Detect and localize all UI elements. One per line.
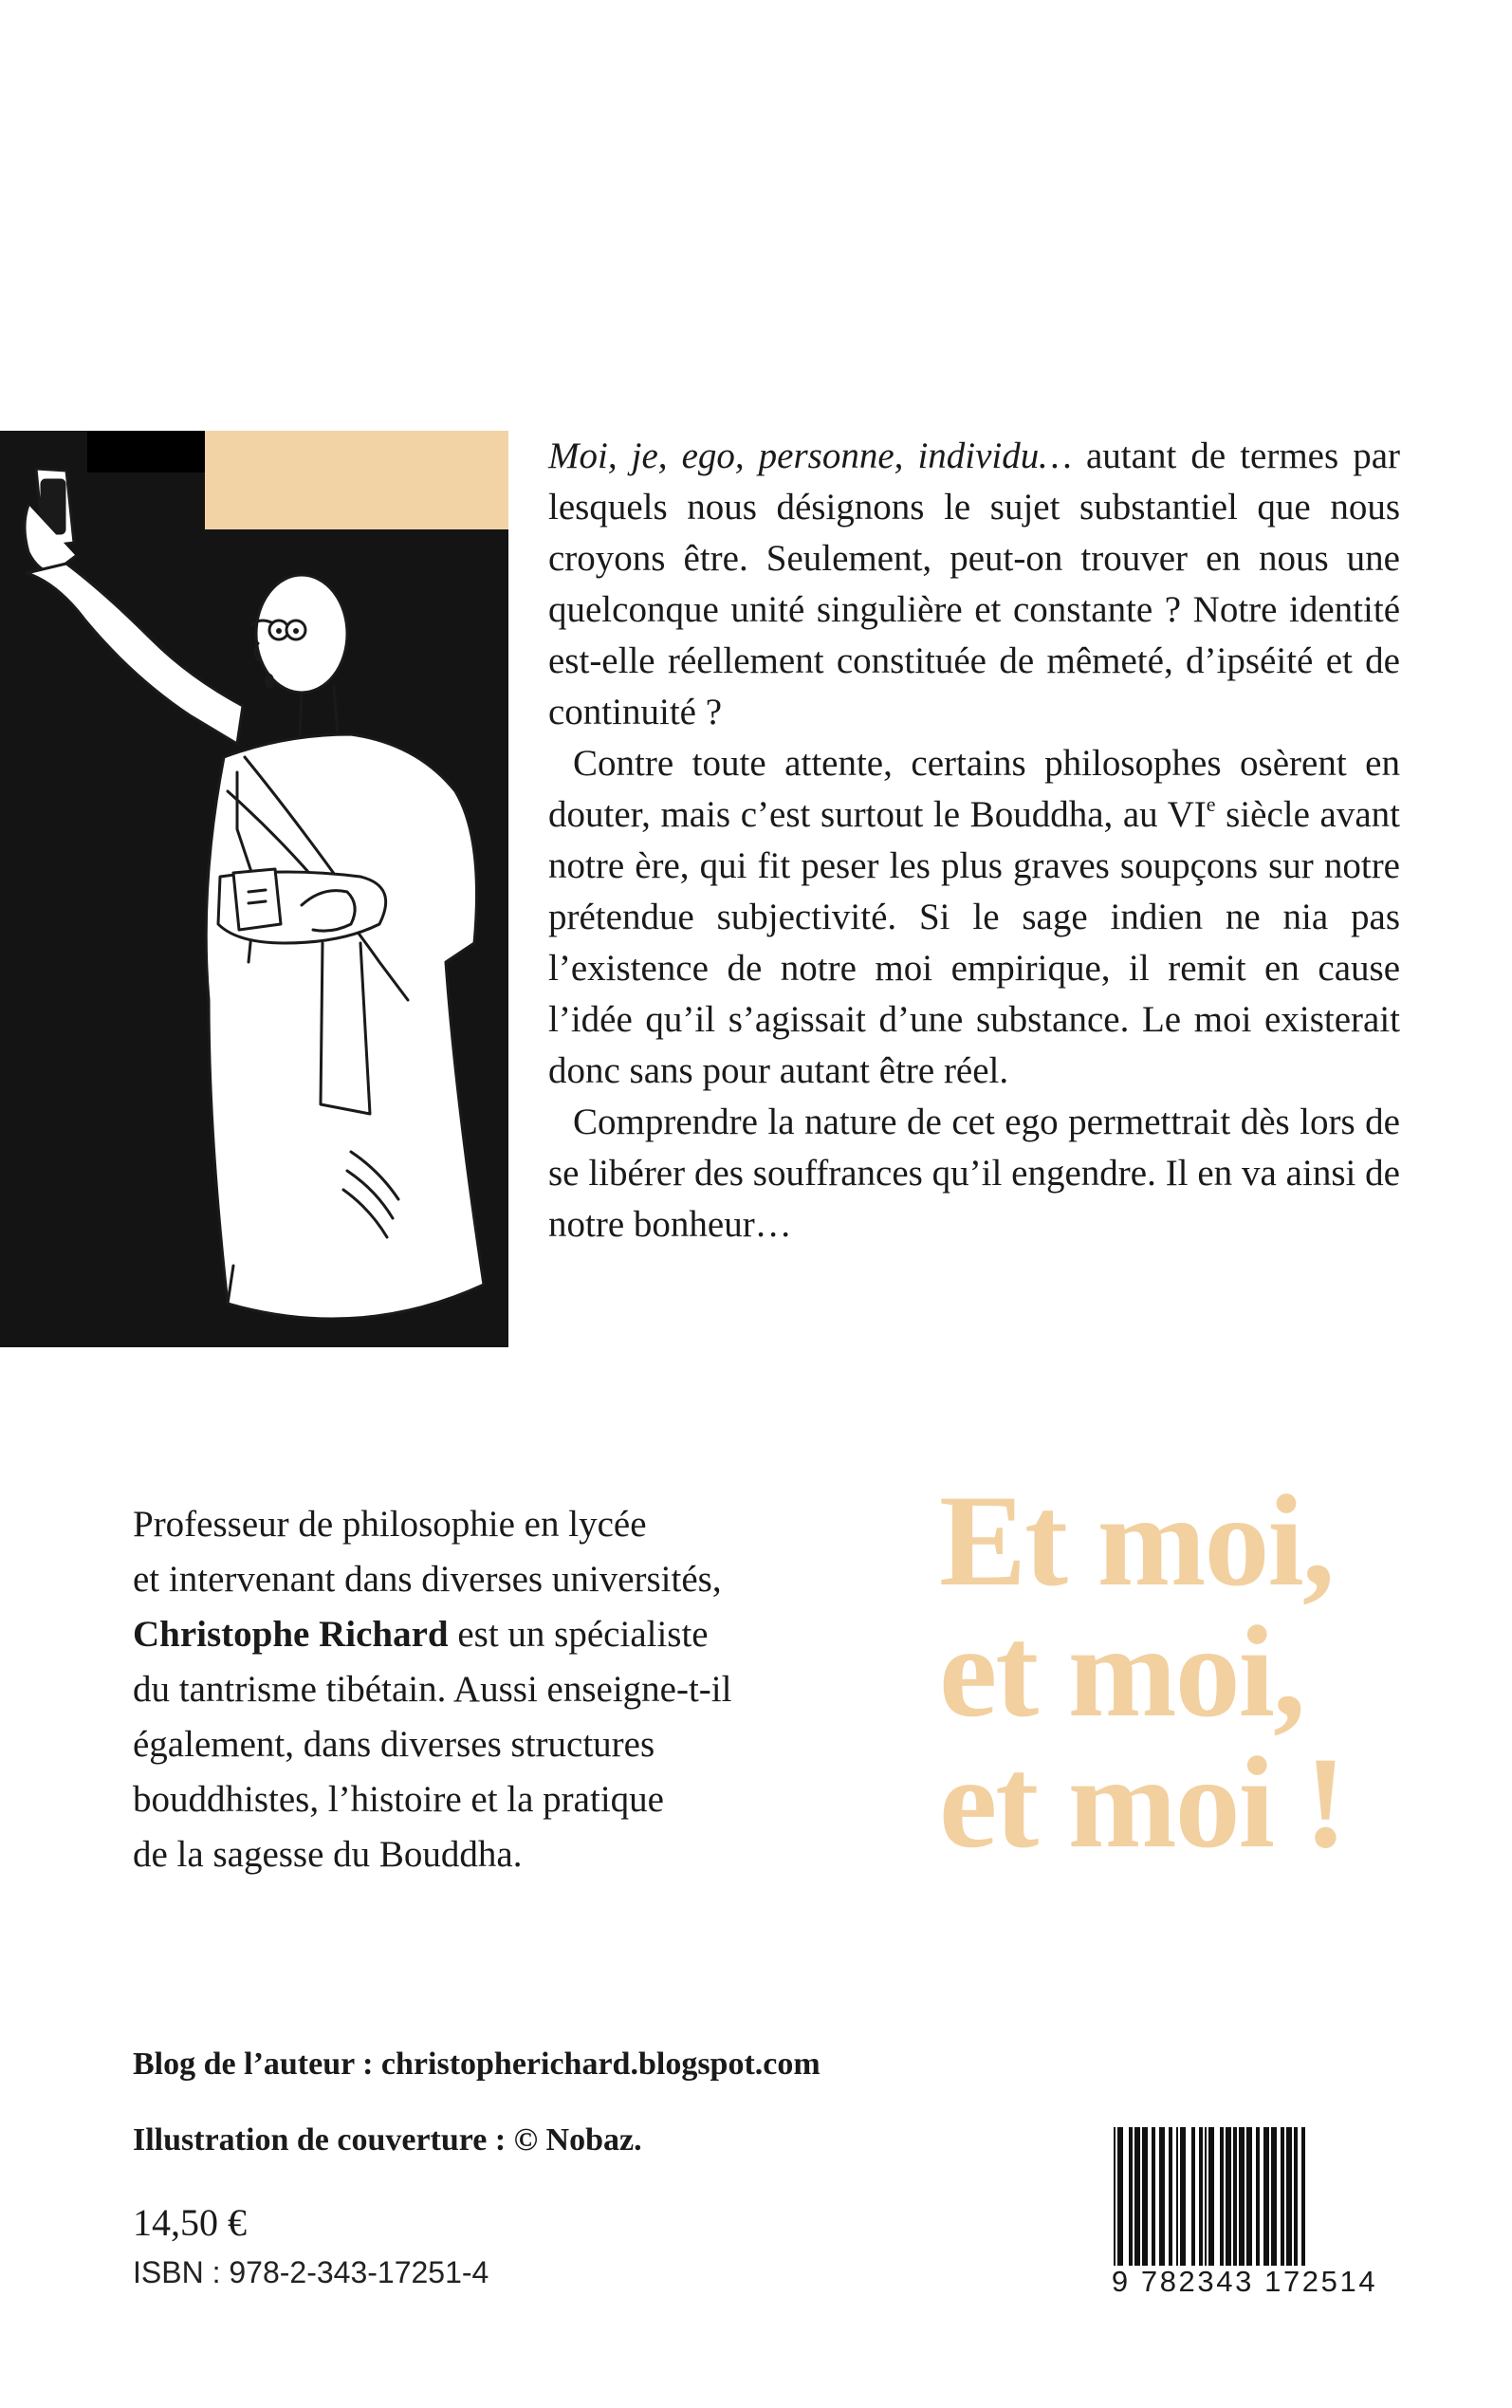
barcode-bar bbox=[1256, 2127, 1260, 2269]
blurb-p2-text-b: siècle avant notre ère, qui fit peser les plus graves soupçons sur notre prétendue subjectivité. Si le sage indien ne nia pas l’existence de notre moi empirique, il remit en cause l’idée qu’il s’agissait d’une substance. Le moi existerait donc sans pour autant être réel. bbox=[548, 794, 1400, 1091]
barcode-bar bbox=[1134, 2127, 1140, 2269]
author-name: Christophe Richard bbox=[133, 1614, 449, 1655]
barcode-bar bbox=[1199, 2127, 1203, 2269]
author-blog: Blog de l’auteur : christopherichard.blogspot.com bbox=[133, 2047, 821, 2082]
blurb-paragraph-1 bbox=[548, 431, 1400, 738]
price: 14,50 € bbox=[133, 2201, 247, 2244]
barcode-bar bbox=[1239, 2127, 1245, 2269]
blurb-italic-lead: Moi, je, ego, personne, individu… bbox=[548, 435, 1072, 476]
barcode-bar bbox=[1281, 2127, 1284, 2269]
barcode-bar bbox=[1205, 2127, 1207, 2269]
barcode-bar bbox=[1233, 2127, 1237, 2269]
barcode-bar bbox=[1169, 2127, 1172, 2269]
barcode-bar bbox=[1271, 2127, 1277, 2269]
barcode-bar bbox=[1114, 2127, 1116, 2269]
barcode-bar bbox=[1142, 2127, 1148, 2269]
monk-selfie-drawing-icon bbox=[0, 431, 508, 1347]
bio-line-6: bouddhistes, l’histoire et la pratique bbox=[133, 1779, 664, 1820]
barcode-bar bbox=[1294, 2127, 1298, 2269]
title-line-2: et moi, bbox=[939, 1599, 1304, 1744]
barcode-bar bbox=[1220, 2127, 1224, 2269]
blurb-paragraph-3: Comprendre la nature de cet ego permettrait dès lors de se libérer des souffrances qu’il engendre. Il en va ainsi de notre bonheur… bbox=[548, 1102, 1400, 1245]
barcode-bar bbox=[1286, 2127, 1292, 2269]
illustration-credit: Illustration de couverture : © Nobaz. bbox=[133, 2122, 642, 2158]
barcode-bar bbox=[1208, 2127, 1214, 2269]
blurb-p2-text-a: Contre toute attente, certains philosophes osèrent en douter, mais c’est surtout le Bouddha, au VI bbox=[548, 743, 1400, 835]
bio-line-3 bbox=[133, 1607, 873, 1662]
barcode-bar bbox=[1301, 2127, 1305, 2269]
barcode-digits: 9 782343 172514 bbox=[1097, 2266, 1392, 2298]
barcode bbox=[1097, 2127, 1392, 2298]
barcode-bar bbox=[1159, 2127, 1165, 2269]
barcode-bar bbox=[1226, 2127, 1231, 2269]
bio-line-1: Professeur de philosophie en lycée bbox=[133, 1504, 647, 1545]
title-line-1: Et moi, bbox=[939, 1468, 1334, 1613]
barcode-bar bbox=[1117, 2127, 1123, 2269]
back-cover-blurb bbox=[548, 431, 1400, 1250]
barcode-bar bbox=[1152, 2127, 1155, 2269]
book-title bbox=[939, 1468, 1432, 1875]
ean13-barcode-icon bbox=[1097, 2127, 1392, 2279]
barcode-bar bbox=[1191, 2127, 1195, 2269]
blurb-paragraph-2 bbox=[548, 738, 1400, 1097]
bio-line-2: et intervenant dans diverses universités, bbox=[133, 1559, 722, 1600]
blurb-p2-superscript: e bbox=[1206, 792, 1216, 816]
barcode-bar bbox=[1176, 2127, 1178, 2269]
bio-line-4: du tantrisme tibétain. Aussi enseigne-t-il bbox=[133, 1669, 732, 1710]
barcode-bar bbox=[1246, 2127, 1252, 2269]
bio-line-7: de la sagesse du Bouddha. bbox=[133, 1834, 523, 1875]
cover-illustration bbox=[0, 431, 508, 1347]
isbn: ISBN : 978-2-343-17251-4 bbox=[133, 2255, 489, 2289]
author-bio bbox=[133, 1497, 873, 1882]
bio-line-5: également, dans diverses structures bbox=[133, 1724, 655, 1765]
barcode-bar bbox=[1263, 2127, 1269, 2269]
barcode-bar bbox=[1180, 2127, 1186, 2269]
bio-line-3-rest: est un spécialiste bbox=[448, 1614, 709, 1655]
blurb-p1-text: autant de termes par lesquels nous désignons le sujet substantiel que nous croyons être. Seulement, peut-on trouver en nous une quelconque unité singulière et constante ? Notre identité est-elle réellement constituée de mêmeté, d’ipséité et de continuité ? bbox=[548, 435, 1401, 732]
barcode-bar bbox=[1129, 2127, 1133, 2269]
title-line-3: et moi ! bbox=[939, 1730, 1346, 1875]
